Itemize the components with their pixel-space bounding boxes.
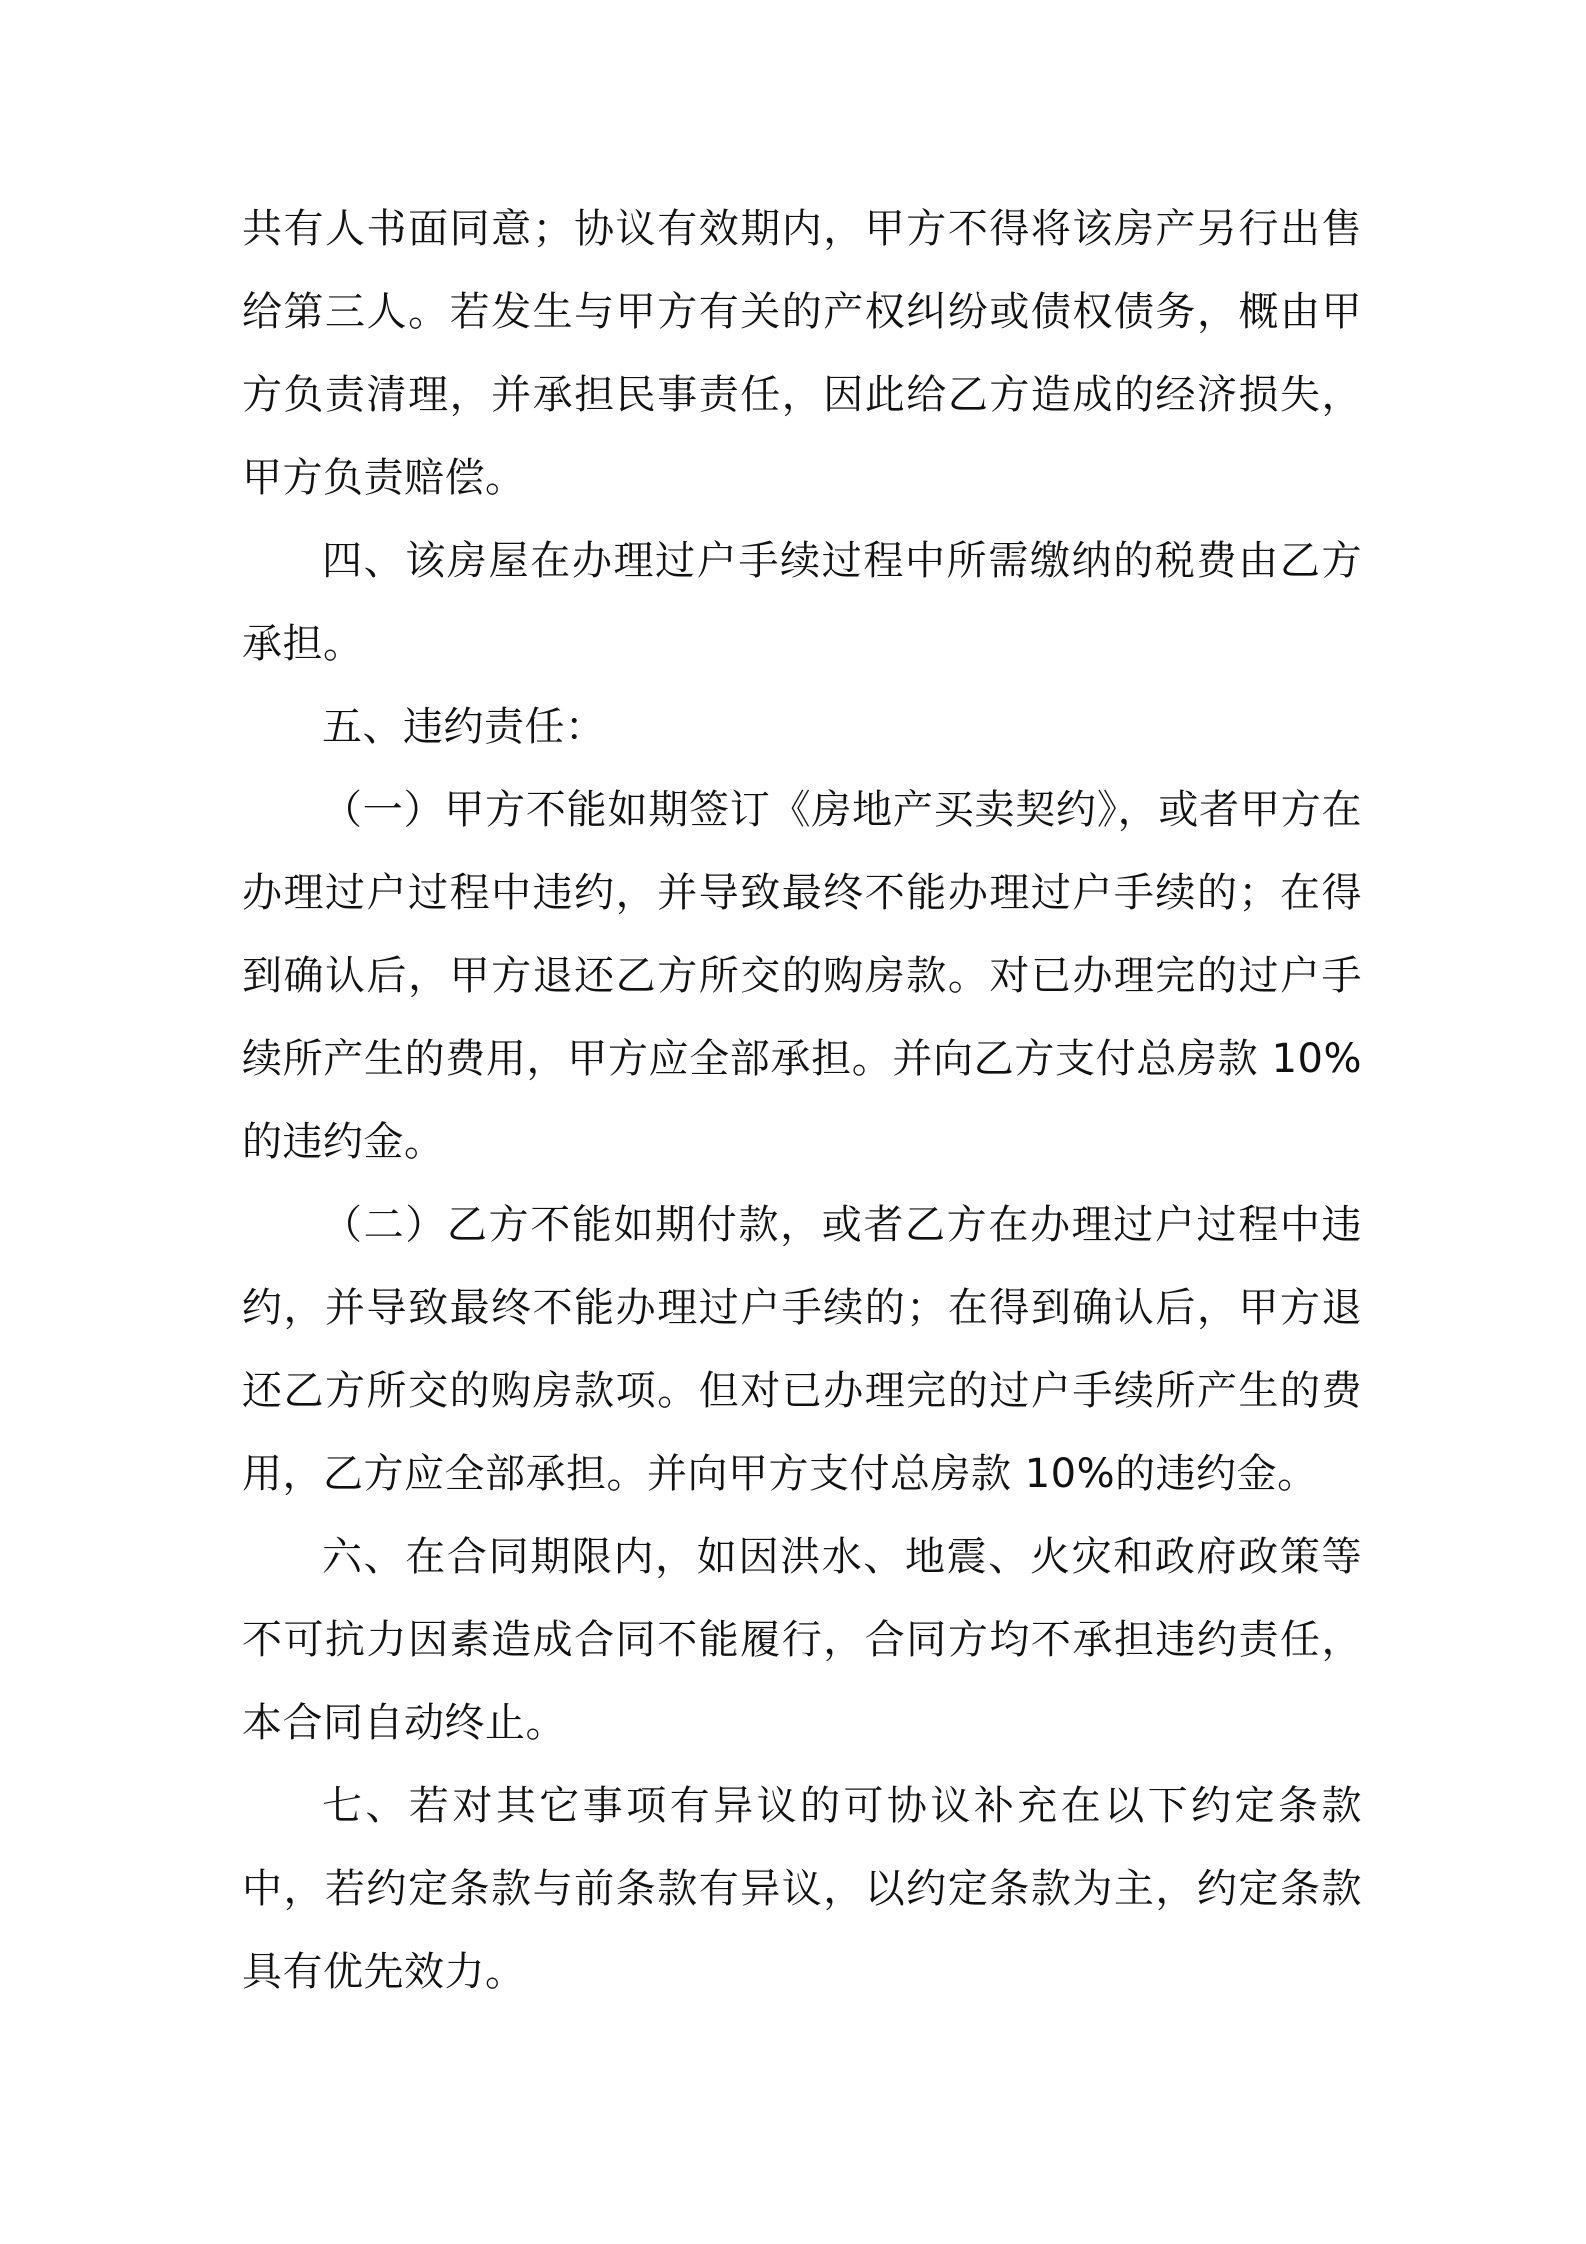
paragraph-clause-5-2: （二）乙方不能如期付款，或者乙方在办理过户过程中违约，并导致最终不能办理过户手续的；在得到确认后，甲方退还乙方所交的购房款项。但对已办理完的过户手续所产生的费用，乙方应全部承担。并向甲方支付总房款 10%的违约金。: [242, 1202, 1362, 1497]
paragraph-clause-5-1: （一）甲方不能如期签订《房地产买卖契约》，或者甲方在办理过户过程中违约，并导致最终不能办理过户手续的；在得到确认后，甲方退还乙方所交的购房款。对已办理完的过户手续所产生的费用，甲方应全部承担。并向乙方支付总房款 10%的违约金。: [242, 787, 1362, 1165]
paragraph-clause-5-heading: 五、违约责任：: [322, 704, 606, 750]
document-body: [242, 188, 1362, 2014]
paragraph-clause-7: 七、若对其它事项有异议的可协议补充在以下约定条款中，若约定条款与前条款有异议，以约定条款为主，约定条款具有优先效力。: [242, 1783, 1362, 1995]
paragraph-clause-6: 六、在合同期限内，如因洪水、地震、火灾和政府政策等不可抗力因素造成合同不能履行，合同方均不承担违约责任，本合同自动终止。: [242, 1534, 1362, 1746]
paragraph-continuation: 共有人书面同意；协议有效期内，甲方不得将该房产另行出售给第三人。若发生与甲方有关的产权纠纷或债权债务，概由甲方负责清理，并承担民事责任，因此给乙方造成的经济损失，甲方负责赔偿。: [242, 206, 1362, 501]
paragraph-clause-4: 四、该房屋在办理过户手续过程中所需缴纳的税费由乙方承担。: [242, 538, 1362, 667]
